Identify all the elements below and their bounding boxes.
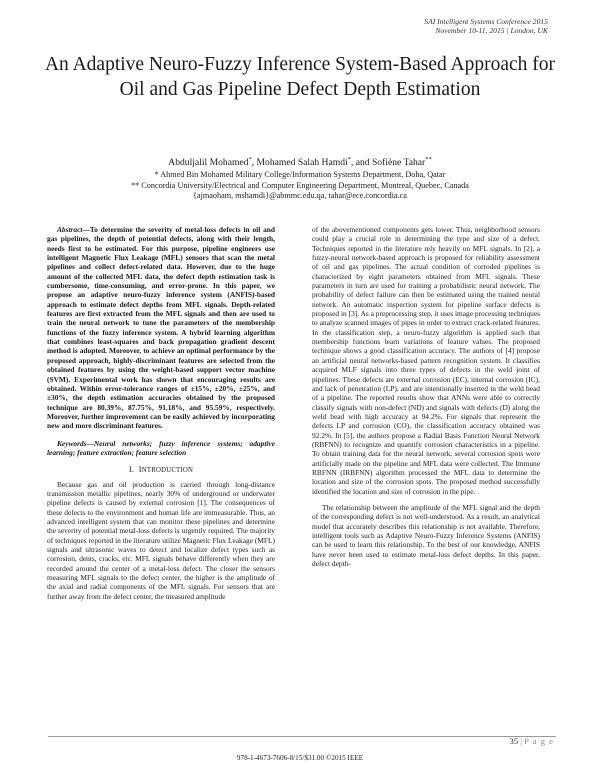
keywords-text: —Neural networks; fuzzy inference systems; adaptive learning; feature extraction; feature selection xyxy=(47,438,275,457)
author-list: Abduljalil Mohamed*, Mohamed Salah Hamdi*, and Sofiène Tahar** xyxy=(168,156,432,169)
conference-header xyxy=(424,17,548,35)
intro-paragraph: Because gas and oil production is carried through long-distance transmission metallic pipelines, nearly 30% of underground or underwater pipeline defects is caused by external corrosion [1]. The consequences of these defects to the environment and human life are immeasurable. Thus, an advanced intelligent system that can monitor these pipelines and determine the severity of potential metal-loss defects is urgently required. The majority of techniques reported in the literature utilize Magnetic Flux Leakage (MFL) signals and ultrasonic waves to detect and localize defect types such as corrosion, dents, cracks, etc. MFL signals behave differently when they are recorded around the center of a metal-loss defect. The closer the sensors measuring MFL signals to the defect center, the higher is the amplitude of the axial and radial components of the MFL signals. For sensors that are further away from the defect center, the measured amplitude xyxy=(47,479,275,601)
keywords-label: Keywords xyxy=(57,438,87,448)
author-name: Mohamed Salah Hamdi xyxy=(256,157,348,169)
page-separator: | xyxy=(520,736,522,746)
left-column xyxy=(47,225,275,601)
author-name: Abduljalil Mohamed xyxy=(168,157,249,169)
body-paragraph: of the abovementioned components gets lower. Thus, neighborhood sensors could play a crucial role in determining the type and size of a defect. Techniques reported in the literature rely heavily on MFL signals. In [2], a fuzzy-neural network-based approach is proposed for reliability assessment of oil and gas pipelines. The actual condition of corroded pipelines is characterized by eight parameters obtained from MFL signals. These parameters in turn are used for training a probabilistic neural network. The probability of defect failure can then be estimated using the trained neural network. An automatic inspection system for pipeline surface defects is proposed in [3]. As a preprocessing step, it uses image processing techniques to analyze scanned images of pipes in order to extract crack-related features. In the classification step, a neuro-fuzzy algorithm is applied such that membership functions learn variations of feature values. The proposed technique shows a good classification accuracy. The authors of [4] propose an artificial neural networks-based pattern recognition system. It classifies acquired MLF signals into three types of defects in the weld joint of pipelines. These defects are external corrosion (EC), internal corrosion (IC), and lack of penetration (LP), and are intentionally inserted in the weld bead of a pipeline. The reported results show that ANNs were able to correctly classify signals with non-defect (ND) and signals with defects (D) along the weld bead with high accuracy at 94.2%. For signals that represent the defects LP and corrosion (CO), the classification accuracy obtained was 92.2%. In [5], the authors propose a Radial Basis Function Neural Network (RBFNN) to recognize and quantify corrosion characteristics in a pipeline. To obtain training data for the neural network, several corrosion spots were artificially made on the pipeline and MFL data were collected. The Immune RBFNN (IRBFNN) algorithm processed the MFL data to determine the location and size of the corrosion spots. The proposed method successfully identified the location and size of corrosion in the pipe. xyxy=(312,225,540,496)
author-conjunction: and xyxy=(355,157,370,169)
author-name: Sofiène Tahar xyxy=(371,157,426,169)
keywords xyxy=(47,439,275,458)
conference-dates: November 10-11, 2015 | London, UK xyxy=(435,26,548,35)
author-mark: * xyxy=(347,156,351,163)
author-mark: * xyxy=(248,156,252,163)
author-mark: ** xyxy=(425,156,432,163)
section-title-rest: NTRODUCTION xyxy=(141,467,194,475)
section-heading xyxy=(47,465,275,475)
abstract-text: —To determine the severity of metal-loss defects in oil and gas pipelines, the depth of potential defects, along with their length, needs first to be estimated. For this purpose, pipeline engineers use intelligent Magnetic Flux Leakage (MFL) sensors that scan the metal pipelines and collect defect-related data. However, due to the huge amount of the collected MFL data, the defect depth estimation task is cumbersome, time-consuming, and error-prone. In this paper, we propose an adaptive neuro-fuzzy inference system (ANFIS)-based approach to estimate defect depths from MFL signals. Depth-related features are first extracted from the MFL signals and then are used to train the neural network to tune the parameters of the membership functions of the fuzzy inference system. A hybrid learning algorithm that combines least-squares and back propagation gradient descent method is adopted. Moreover, to achieve an optimal performance by the proposed approach, highly-discriminant features are selected from the obtained features by using the weight-based support vector machine (SVM). Experimental work has shown that encouraging results are obtained. Within error-tolerance ranges of ±15%, ±20%, ±25%, and ±30%, the depth estimation accuracies obtained by the proposed technique are 80.39%, 87.75%, 91.18%, and 95.59%, respectively. Moreover, further improvement can be easily achieved by incorporating new and more discriminant features. xyxy=(47,225,275,431)
abstract-label: Abstract xyxy=(57,225,83,234)
isbn-copyright: 978-1-4673-7606-8/15/$31.00 ©2015 IEEE xyxy=(236,754,364,762)
footer-divider xyxy=(48,736,556,737)
right-column xyxy=(312,225,540,568)
author-emails: {ajmaoham, mshamdi}@abmmc.edu.qa, tahar@ece.concordia.ca xyxy=(193,191,407,200)
section-number: I. xyxy=(128,465,135,475)
conference-name: SAI Intelligent Systems Conference 2015 xyxy=(424,17,548,26)
abstract xyxy=(47,225,275,431)
section-title-initial: I xyxy=(138,465,142,475)
affiliation-1: * Ahmed Bin Mohamed Military College/Information Systems Department, Doha, Qatar xyxy=(154,170,446,179)
page-number xyxy=(510,736,554,746)
body-paragraph: The relationship between the amplitude of the MFL signal and the depth of the corresponding defect is not well-understood. As a result, an analytical model that accurately describes this relationship is not available. Therefore, intelligent tools such as Adaptive Neuro-Fuzzy Inference Systems (ANFIS) can be used to learn this relationship. To the best of our knowledge, ANFIS have never been used to estimate metal-loss defect depths. In this paper, defect depth- xyxy=(312,502,540,569)
page-number-value: 35 xyxy=(509,736,519,746)
paper-title: An Adaptive Neuro-Fuzzy Inference System-Based Approach for Oil and Gas Pipeline Defect Depth Estimation xyxy=(44,54,556,100)
page-word: P a g e xyxy=(524,736,554,746)
affiliation-2: ** Concordia University/Electrical and Computer Engineering Department, Montreal, Quebec, Canada xyxy=(131,180,469,190)
affiliations xyxy=(40,170,560,202)
